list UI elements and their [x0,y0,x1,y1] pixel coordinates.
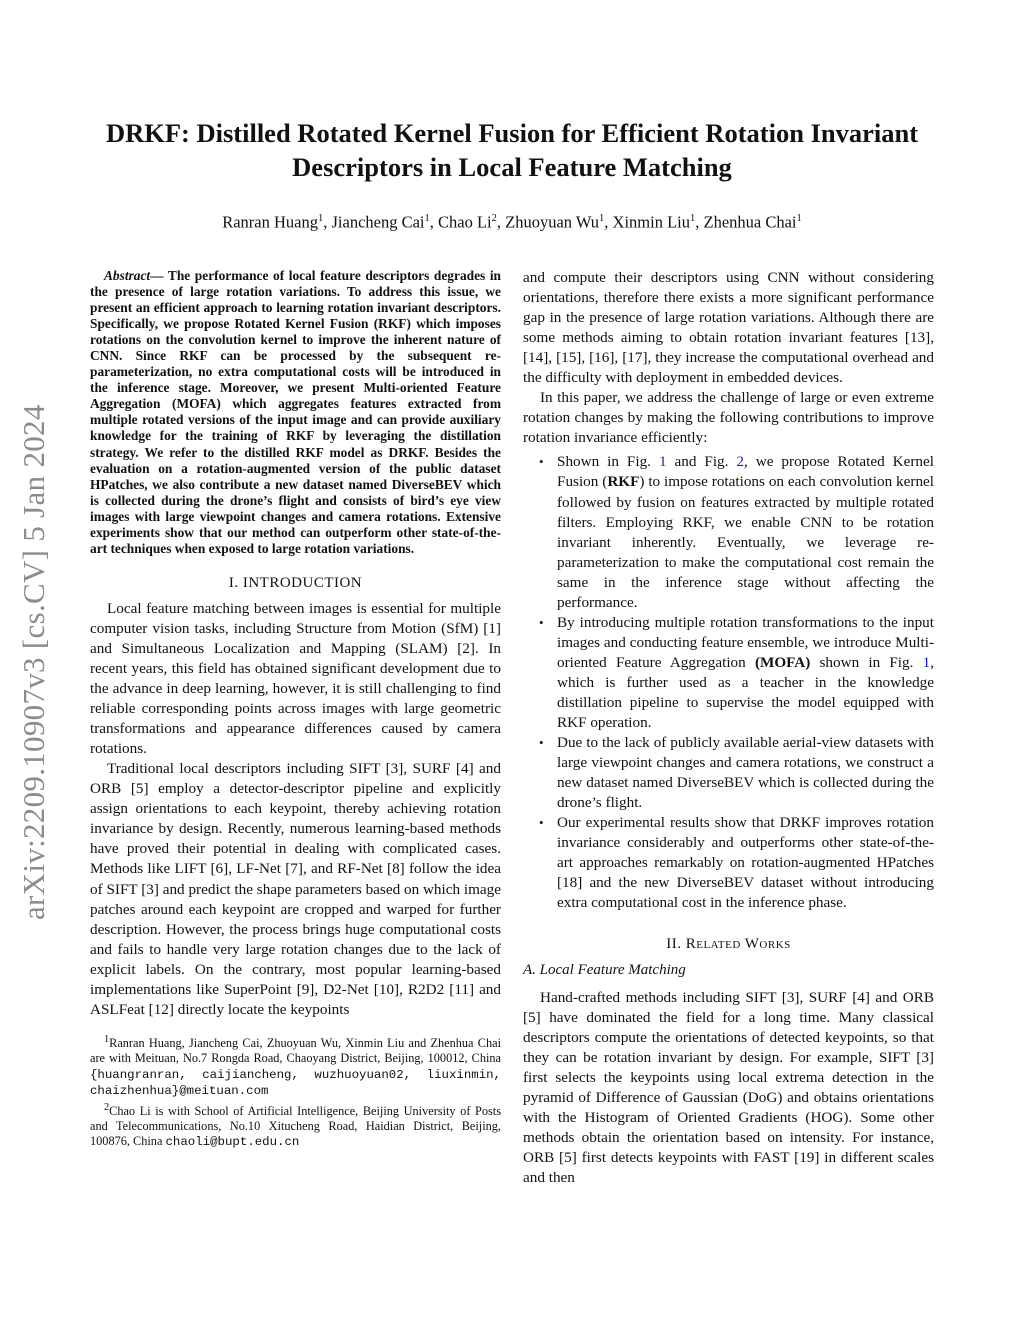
author-affiliation-mark: 1 [424,213,430,224]
footnote-1-emails: {huangranran, caijiancheng, wuzhuoyuan02, liuxinmin, chaizhenhua}@meituan.com [90,1067,501,1099]
author-affiliation-mark: 1 [599,213,605,224]
footnote-2-text: Chao Li is with School of Artificial Intelligence, Beijing University of Posts and Telecommunications, No.10 Xitucheng Road, Haidian District, Beijing, 100876, China [90,1103,501,1149]
intro-paragraph-3: and compute their descriptors using CNN without considering orientations, therefore there exists a more significant performance gap in the presence of large rotation variations. Although there are some methods aiming to obtain rotation invariant features [13], [14], [15], [16], [17], they increase the computational overhead and the difficulty with deployment in embedded devices. [523,269,934,387]
intro-paragraph-4: In this paper, we address the challenge of large or even extreme rotation changes by making the following contributions to improve rotation invariance efficiently: [523,389,934,447]
intro-paragraph-2: Traditional local descriptors including SIFT [3], SURF [4] and ORB [5] employ a detector-descriptor pipeline and explicitly assign orientations to each keypoint, thereby achieving rotation invariance by design. Recently, numerous learning-based methods have proved their potential in dealing with complicated cases. Methods like LIFT [6], LF-Net [7], and RF-Net [8] follow the idea of SIFT [3] and predict the shape parameters based on which image patches around each keypoint are cropped and warped for further description. However, the process brings huge computational costs and fails to handle very large rotation changes due to the lack of explicit labels. On the contrary, most popular learning-based implementations like SuperPoint [9], D2-Net [10], R2D2 [11] and ASLFeat [12] directly locate the keypoints [90,760,501,1018]
paper-title: DRKF: Distilled Rotated Kernel Fusion for Efficient Rotation Invariant Descriptors in Local Feature Matching [105,118,919,182]
abstract-label: Abstract [104,268,151,283]
author-name: Xinmin Liu [612,212,690,232]
figure-link[interactable]: 2 [736,453,744,471]
author-name: Ranran Huang [222,212,318,232]
intro-paragraph-1: Local feature matching between images is essential for multiple computer vision tasks, including Structure from Motion (SfM) [1] and Simultaneous Localization and Mapping (SLAM) [2]. In recent years, this field has obtained significant development due to the advance in deep learning, however, it is still challenging to find reliable corresponding points across images with large geometric transformations and appearance differences caused by camera rotations. [90,599,501,758]
section-heading-related-works: II. Related Works [666,935,791,952]
right-column [523,268,934,1188]
author-name: Zhenhua Chai [703,212,797,232]
contribution-item: • Shown in Fig. 1 and Fig. 2, we propose Rotated Kernel Fusion (RKF) to impose rotations on each convolution kernel followed by fusion on features extracted by multiple rotated filters. Employing RKF, we enable CNN to be rotation invariant inherently. Eventually, we leverage re-parameterization to make the computational cost remain the same in the inference stage without affecting the performance. [539,453,934,611]
author-name: Zhuoyuan Wu [505,212,600,232]
abstract-text: The performance of local feature descriptors degrades in the presence of large rotation variations. To address this issue, we present an efficient approach to learning rotation invariant descriptors. Specifically, we propose Rotated Kernel Fusion (RKF) which imposes rotations on the convolution kernel to improve the inherent nature of CNN. Since RKF can be processed by the subsequent re-parameterization, no extra computational costs will be introduced in the inference stage. Moreover, we present Multi-oriented Feature Aggregation (MOFA) which aggregates features extracted from multiple rotated versions of the input image and can provide auxiliary knowledge for the training of RKF by leveraging the distillation strategy. We refer to the distilled RKF model as DRKF. Besides the evaluation on a rotation-augmented version of the public dataset HPatches, we also contribute a new dataset named DiverseBEV which is collected during the drone’s flight and consists of bird’s eye view images with large viewpoint changes and camera rotations. Extensive experiments show that our method can outperform other state-of-the-art techniques when exposed to large rotation variations. [90,268,501,556]
section-heading-introduction: I. INTRODUCTION [228,574,363,591]
author-name: Jiancheng Cai [331,212,425,232]
author-affiliation-mark: 1 [796,213,802,224]
contribution-item: • Our experimental results show that DRKF improves rotation invariance considerably and outperforms other state-of-the-art approaches remarkably on rotation-augmented HPatches [18] and the new DiverseBEV dataset without introducing extra computational cost in the inference phase. [539,814,934,912]
related-works-paragraph-1: Hand-crafted methods including SIFT [3], SURF [4] and ORB [5] have dominated the field for a long time. Many classical descriptors compute the orientations of detected keypoints, so that they can be rotation invariant by design. For example, SIFT [3] first selects the keypoints using local extrema detection in the pyramid of Difference of Gaussian (DoG) and obtains orientations with the Histogram of Oriented Gradients (HOG). Some other methods obtain the orientation based on intensity. For instance, ORB [5] first detects keypoints with FAST [19] in different scales and then [523,988,934,1186]
figure-link[interactable]: 1 [658,453,667,471]
left-column [90,268,501,1151]
contribution-list [523,452,934,913]
footnote-2 [90,1100,501,1151]
footnote-mark: 1 [104,1033,110,1045]
author-name: Chao Li [438,212,492,232]
author-affiliation-mark: 2 [491,213,497,224]
footnote-1 [90,1032,501,1100]
subsection-heading-local-feature-matching: A. Local Feature Matching [523,961,686,978]
figure-link[interactable]: 1 [922,653,931,671]
footnotes [90,1032,501,1151]
footnote-2-email: chaoli@bupt.edu.cn [165,1135,300,1150]
author-list: Ranran Huang$^1$, Jiancheng Cai$^1$, Chao Li$^2$, Zhuoyuan Wu$^1$, Xinmin Liu$^1$, Zhenhua Chai$^1$ [222,212,802,232]
author-affiliation-mark: 1 [690,213,696,224]
footnote-mark: 2 [104,1101,110,1113]
author-affiliation-mark: 1 [317,213,324,224]
abstract: Abstract— The performance of local feature descriptors degrades in the presence of large rotation variations. To address this issue, we present an efficient approach to learning rotation invariant descriptors. Specifically, we propose Rotated Kernel Fusion (RKF) which imposes rotations on the convolution kernel to improve the inherent nature of CNN. Since RKF can be processed by the subsequent re-parameterization, no extra computational costs will be introduced in the inference stage. Moreover, we present Multi-oriented Feature Aggregation (MOFA) which aggregates features extracted from multiple rotated versions of the input image and can provide auxiliary knowledge for the training of RKF by leveraging the distillation strategy. We refer to the distilled RKF model as DRKF. Besides the evaluation on a rotation-augmented version of the public dataset HPatches, we also contribute a new dataset named DiverseBEV which is collected during the drone’s flight and consists of bird’s eye view images with large viewpoint changes and camera rotations. Extensive experiments show that our method can outperform other state-of-the-art techniques when exposed to large rotation variations. [90,268,501,556]
footnote-1-text: Ranran Huang, Jiancheng Cai, Zhuoyuan Wu, Xinmin Liu and Zhenhua Chai are with Meituan, No.7 Rongda Road, Chaoyang District, Beijing, 100012, China [90,1035,501,1066]
arxiv-identifier-stamp: arXiv:2209.10907v3 [cs.CV] 5 Jan 2024 [16,404,51,920]
contribution-item: • By introducing multiple rotation transformations to the input images and conducting feature ensemble, we introduce Multi-oriented Feature Aggregation (MOFA) shown in Fig. 1, which is further used as a teacher in the knowledge distillation pipeline to supervise the model equipped with RKF operation. [539,613,934,732]
contribution-item: • Due to the lack of publicly available aerial-view datasets with large viewpoint changes and camera rotations, we construct a new dataset named DiverseBEV which is collected during the drone’s flight. [539,734,934,812]
